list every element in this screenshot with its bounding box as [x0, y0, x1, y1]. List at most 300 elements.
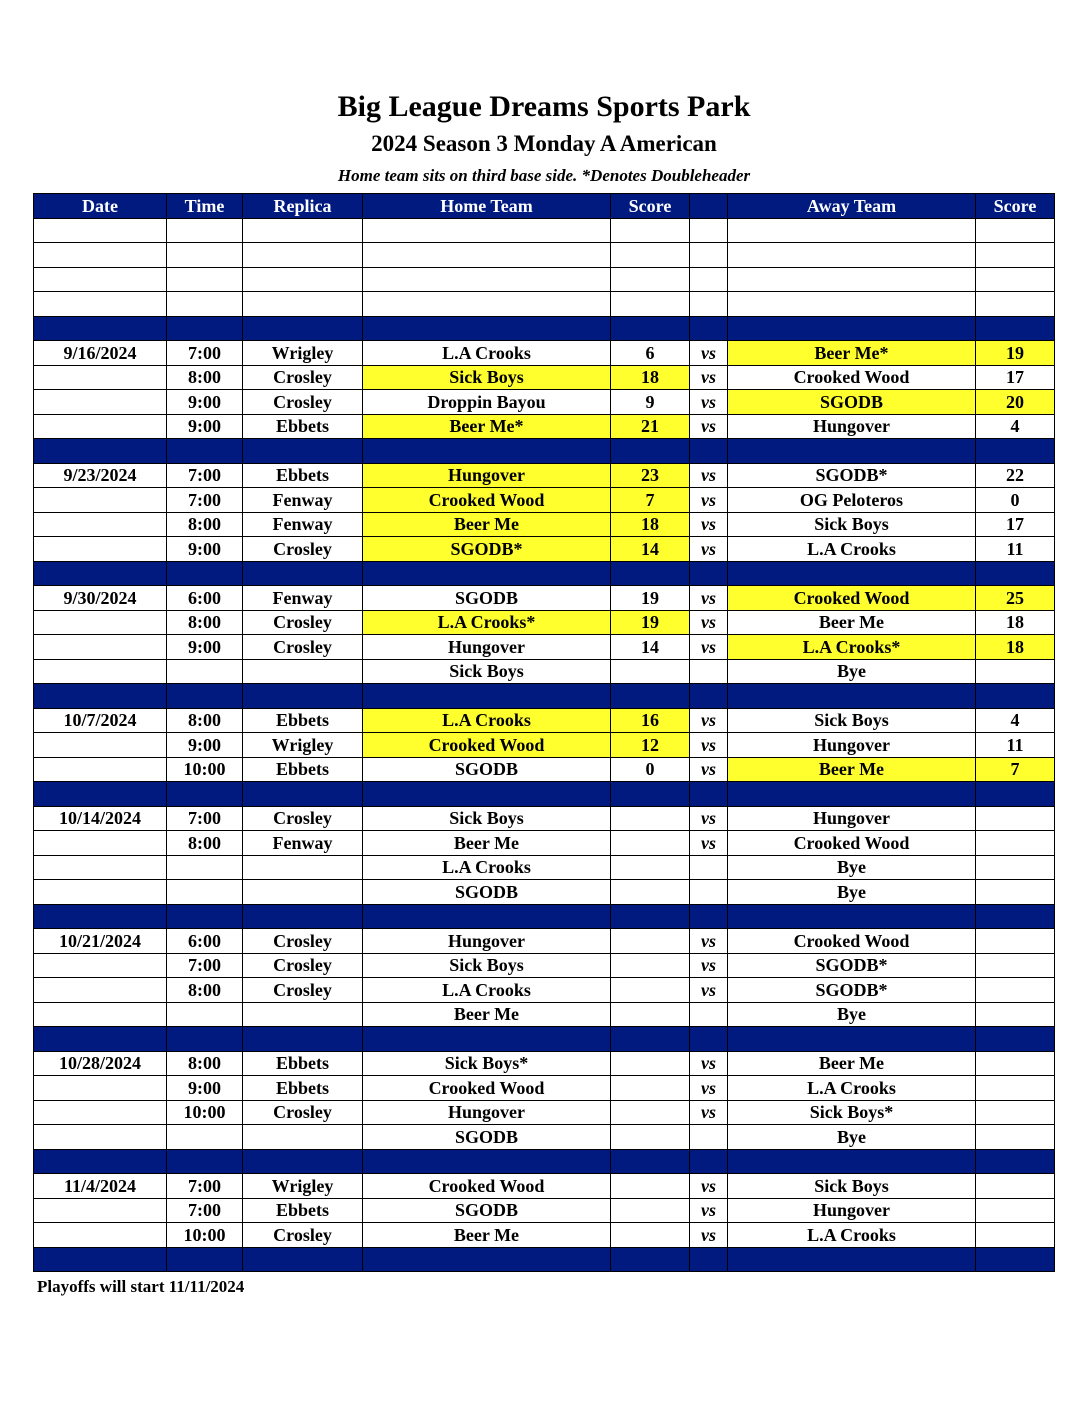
cell-away-score: [976, 684, 1055, 709]
cell-home-team: SGODB: [363, 586, 611, 611]
cell-away-score: [976, 659, 1055, 684]
cell-time: 9:00: [167, 390, 243, 415]
schedule-table: [33, 193, 1055, 1272]
cell-away-team: L.A Crooks: [728, 1076, 976, 1101]
cell-date: 9/23/2024: [34, 463, 167, 488]
cell-home-score: 19: [611, 586, 690, 611]
cell-home-team: Crooked Wood: [363, 488, 611, 513]
cell-replica: Crosley: [243, 610, 363, 635]
cell-away-score: [976, 316, 1055, 341]
cell-date: 11/4/2024: [34, 1174, 167, 1199]
cell-home-score: [611, 1198, 690, 1223]
cell-time: [167, 218, 243, 243]
cell-home-score: [611, 782, 690, 807]
cell-replica: [243, 1002, 363, 1027]
cell-away-team: Bye: [728, 855, 976, 880]
week-separator-row: [34, 316, 1055, 341]
cell-date: [34, 1100, 167, 1125]
cell-vs: [690, 1125, 728, 1150]
cell-home-score: 14: [611, 537, 690, 562]
cell-time: 9:00: [167, 537, 243, 562]
cell-away-score: [976, 1174, 1055, 1199]
cell-away-score: [976, 880, 1055, 905]
cell-home-score: 23: [611, 463, 690, 488]
cell-home-team: Sick Boys: [363, 365, 611, 390]
cell-vs: vs: [690, 537, 728, 562]
cell-away-score: 7: [976, 757, 1055, 782]
cell-home-team: L.A Crooks: [363, 855, 611, 880]
cell-home-team: Beer Me: [363, 1223, 611, 1248]
cell-time: 7:00: [167, 488, 243, 513]
cell-date: [34, 880, 167, 905]
cell-home-score: [611, 1100, 690, 1125]
cell-away-team: SGODB: [728, 390, 976, 415]
cell-vs: vs: [690, 635, 728, 660]
cell-away-team: Beer Me: [728, 757, 976, 782]
cell-replica: Crosley: [243, 1100, 363, 1125]
cell-replica: [243, 659, 363, 684]
cell-date: [34, 512, 167, 537]
game-row: [34, 512, 1055, 537]
cell-time: 10:00: [167, 1100, 243, 1125]
schedule-note: Home team sits on third base side. *Denotes Doubleheader: [337, 166, 751, 185]
game-row: [34, 757, 1055, 782]
game-row: [34, 414, 1055, 439]
cell-away-score: [976, 267, 1055, 292]
cell-vs: [690, 243, 728, 268]
cell-replica: Crosley: [243, 929, 363, 954]
cell-time: 6:00: [167, 929, 243, 954]
cell-home-score: [611, 243, 690, 268]
cell-time: 8:00: [167, 978, 243, 1003]
game-row: [34, 1076, 1055, 1101]
cell-replica: Wrigley: [243, 341, 363, 366]
cell-replica: [243, 1247, 363, 1272]
cell-replica: [243, 904, 363, 929]
cell-time: 7:00: [167, 463, 243, 488]
cell-away-team: [728, 1149, 976, 1174]
cell-away-score: [976, 243, 1055, 268]
cell-home-team: SGODB: [363, 880, 611, 905]
cell-home-score: [611, 953, 690, 978]
cell-home-score: [611, 659, 690, 684]
cell-time: [167, 267, 243, 292]
game-row: [34, 1002, 1055, 1027]
cell-date: 10/21/2024: [34, 929, 167, 954]
cell-vs: vs: [690, 1100, 728, 1125]
cell-vs: vs: [690, 733, 728, 758]
cell-replica: [243, 1027, 363, 1052]
cell-replica: Ebbets: [243, 708, 363, 733]
cell-replica: [243, 243, 363, 268]
cell-date: [34, 1027, 167, 1052]
cell-replica: Crosley: [243, 806, 363, 831]
cell-home-score: [611, 1076, 690, 1101]
cell-replica: Ebbets: [243, 1051, 363, 1076]
cell-vs: [690, 561, 728, 586]
cell-home-score: 7: [611, 488, 690, 513]
game-row: [34, 1125, 1055, 1150]
cell-away-team: Crooked Wood: [728, 831, 976, 856]
cell-away-score: [976, 782, 1055, 807]
cell-home-team: Crooked Wood: [363, 733, 611, 758]
cell-away-team: L.A Crooks*: [728, 635, 976, 660]
cell-replica: [243, 316, 363, 341]
cell-away-team: SGODB*: [728, 953, 976, 978]
cell-home-team: Sick Boys*: [363, 1051, 611, 1076]
cell-date: [34, 855, 167, 880]
cell-away-team: Beer Me*: [728, 341, 976, 366]
cell-away-team: Beer Me: [728, 1051, 976, 1076]
col-header-away-team: Away Team: [728, 194, 976, 219]
cell-home-score: [611, 684, 690, 709]
cell-away-team: [728, 904, 976, 929]
week-separator-row: [34, 782, 1055, 807]
game-row: [34, 831, 1055, 856]
cell-date: [34, 757, 167, 782]
cell-away-score: [976, 953, 1055, 978]
cell-away-team: Bye: [728, 659, 976, 684]
game-row: [34, 1223, 1055, 1248]
cell-time: 7:00: [167, 1198, 243, 1223]
cell-time: [167, 292, 243, 317]
cell-away-team: Hungover: [728, 1198, 976, 1223]
col-header-time: Time: [167, 194, 243, 219]
cell-time: 9:00: [167, 635, 243, 660]
cell-vs: [690, 1149, 728, 1174]
cell-home-score: [611, 1149, 690, 1174]
cell-date: 9/30/2024: [34, 586, 167, 611]
col-header-home-team: Home Team: [363, 194, 611, 219]
cell-away-team: Beer Me: [728, 610, 976, 635]
cell-away-score: [976, 855, 1055, 880]
cell-time: [167, 782, 243, 807]
cell-away-team: OG Peloteros: [728, 488, 976, 513]
cell-vs: vs: [690, 929, 728, 954]
cell-vs: [690, 684, 728, 709]
game-row: [34, 635, 1055, 660]
cell-date: [34, 1198, 167, 1223]
cell-home-score: 9: [611, 390, 690, 415]
cell-time: [167, 561, 243, 586]
cell-time: 8:00: [167, 610, 243, 635]
cell-away-team: Bye: [728, 1002, 976, 1027]
cell-home-team: SGODB: [363, 1125, 611, 1150]
cell-away-team: Bye: [728, 880, 976, 905]
cell-away-score: [976, 439, 1055, 464]
game-row: [34, 586, 1055, 611]
cell-home-score: [611, 439, 690, 464]
cell-replica: [243, 218, 363, 243]
game-row: [34, 929, 1055, 954]
blank-row: [34, 267, 1055, 292]
cell-date: [34, 978, 167, 1003]
cell-replica: Fenway: [243, 512, 363, 537]
game-row: [34, 610, 1055, 635]
cell-home-score: 19: [611, 610, 690, 635]
cell-date: [34, 1223, 167, 1248]
cell-date: 10/14/2024: [34, 806, 167, 831]
cell-date: [34, 733, 167, 758]
cell-date: [34, 218, 167, 243]
cell-away-score: [976, 292, 1055, 317]
cell-away-score: [976, 1002, 1055, 1027]
cell-vs: vs: [690, 512, 728, 537]
cell-home-score: [611, 218, 690, 243]
cell-date: 10/7/2024: [34, 708, 167, 733]
cell-vs: vs: [690, 586, 728, 611]
cell-away-team: SGODB*: [728, 463, 976, 488]
cell-home-score: [611, 978, 690, 1003]
cell-home-team: Beer Me: [363, 512, 611, 537]
cell-time: [167, 243, 243, 268]
cell-away-team: Sick Boys: [728, 708, 976, 733]
game-row: [34, 341, 1055, 366]
cell-away-score: 11: [976, 733, 1055, 758]
cell-home-score: [611, 316, 690, 341]
cell-vs: vs: [690, 978, 728, 1003]
cell-vs: vs: [690, 953, 728, 978]
cell-replica: Crosley: [243, 390, 363, 415]
cell-vs: [690, 855, 728, 880]
cell-date: [34, 610, 167, 635]
cell-home-team: Hungover: [363, 463, 611, 488]
cell-time: 8:00: [167, 512, 243, 537]
cell-away-team: L.A Crooks: [728, 537, 976, 562]
cell-time: 9:00: [167, 1076, 243, 1101]
cell-away-score: 18: [976, 610, 1055, 635]
cell-date: [34, 659, 167, 684]
game-row: [34, 1198, 1055, 1223]
cell-vs: [690, 1247, 728, 1272]
cell-away-team: Sick Boys*: [728, 1100, 976, 1125]
cell-away-team: [728, 561, 976, 586]
cell-time: [167, 1149, 243, 1174]
cell-home-score: [611, 831, 690, 856]
cell-home-team: [363, 684, 611, 709]
cell-home-score: [611, 1247, 690, 1272]
game-row: [34, 855, 1055, 880]
cell-home-team: [363, 782, 611, 807]
cell-date: [34, 1076, 167, 1101]
cell-away-score: 17: [976, 512, 1055, 537]
col-header-vs: [690, 194, 728, 219]
cell-replica: Ebbets: [243, 1076, 363, 1101]
col-header-replica: Replica: [243, 194, 363, 219]
game-row: [34, 537, 1055, 562]
cell-time: [167, 855, 243, 880]
cell-date: [34, 488, 167, 513]
cell-vs: vs: [690, 757, 728, 782]
cell-time: 9:00: [167, 414, 243, 439]
cell-vs: [690, 782, 728, 807]
cell-date: [34, 1149, 167, 1174]
cell-away-score: 25: [976, 586, 1055, 611]
cell-away-team: Sick Boys: [728, 1174, 976, 1199]
cell-vs: [690, 267, 728, 292]
cell-away-score: [976, 1223, 1055, 1248]
cell-away-score: 22: [976, 463, 1055, 488]
cell-away-team: [728, 218, 976, 243]
cell-home-score: [611, 1051, 690, 1076]
cell-vs: vs: [690, 1076, 728, 1101]
game-row: [34, 1174, 1055, 1199]
cell-date: [34, 267, 167, 292]
cell-home-team: Hungover: [363, 1100, 611, 1125]
cell-time: 8:00: [167, 365, 243, 390]
cell-vs: vs: [690, 390, 728, 415]
cell-home-team: SGODB: [363, 1198, 611, 1223]
game-row: [34, 880, 1055, 905]
cell-away-team: L.A Crooks: [728, 1223, 976, 1248]
cell-date: [34, 537, 167, 562]
cell-date: [34, 439, 167, 464]
cell-away-score: [976, 904, 1055, 929]
cell-away-score: 0: [976, 488, 1055, 513]
cell-replica: [243, 1125, 363, 1150]
cell-time: [167, 1027, 243, 1052]
cell-replica: Crosley: [243, 1223, 363, 1248]
cell-home-score: 6: [611, 341, 690, 366]
cell-date: [34, 1247, 167, 1272]
cell-away-score: [976, 1149, 1055, 1174]
game-row: [34, 978, 1055, 1003]
cell-time: 10:00: [167, 1223, 243, 1248]
cell-time: [167, 1247, 243, 1272]
cell-replica: [243, 782, 363, 807]
week-separator-row: [34, 439, 1055, 464]
cell-replica: Crosley: [243, 365, 363, 390]
cell-away-score: 18: [976, 635, 1055, 660]
cell-time: [167, 659, 243, 684]
cell-replica: Crosley: [243, 953, 363, 978]
cell-date: [34, 292, 167, 317]
cell-home-score: [611, 292, 690, 317]
cell-home-team: [363, 218, 611, 243]
cell-time: 6:00: [167, 586, 243, 611]
cell-away-team: [728, 316, 976, 341]
cell-home-score: 16: [611, 708, 690, 733]
cell-time: [167, 439, 243, 464]
cell-replica: Wrigley: [243, 1174, 363, 1199]
cell-time: 10:00: [167, 757, 243, 782]
cell-vs: [690, 316, 728, 341]
cell-home-team: [363, 267, 611, 292]
cell-date: [34, 365, 167, 390]
cell-date: 9/16/2024: [34, 341, 167, 366]
game-row: [34, 390, 1055, 415]
week-separator-row: [34, 561, 1055, 586]
cell-date: [34, 243, 167, 268]
cell-vs: [690, 904, 728, 929]
game-row: [34, 659, 1055, 684]
cell-date: [34, 561, 167, 586]
cell-time: 7:00: [167, 1174, 243, 1199]
cell-replica: Crosley: [243, 537, 363, 562]
cell-home-team: Sick Boys: [363, 953, 611, 978]
cell-away-team: Crooked Wood: [728, 586, 976, 611]
week-separator-row: [34, 684, 1055, 709]
cell-away-score: [976, 218, 1055, 243]
cell-time: 7:00: [167, 341, 243, 366]
cell-date: [34, 684, 167, 709]
cell-home-team: SGODB*: [363, 537, 611, 562]
cell-away-team: SGODB*: [728, 978, 976, 1003]
game-row: [34, 806, 1055, 831]
cell-replica: [243, 880, 363, 905]
cell-vs: [690, 880, 728, 905]
cell-vs: vs: [690, 1223, 728, 1248]
cell-date: [34, 782, 167, 807]
cell-home-team: Beer Me: [363, 831, 611, 856]
cell-vs: vs: [690, 488, 728, 513]
cell-home-team: L.A Crooks: [363, 341, 611, 366]
blank-row: [34, 292, 1055, 317]
cell-home-team: SGODB: [363, 757, 611, 782]
cell-home-team: [363, 292, 611, 317]
col-header-date: Date: [34, 194, 167, 219]
cell-date: [34, 414, 167, 439]
cell-home-team: L.A Crooks*: [363, 610, 611, 635]
cell-home-score: [611, 561, 690, 586]
cell-vs: [690, 1002, 728, 1027]
cell-away-score: [976, 561, 1055, 586]
cell-vs: vs: [690, 610, 728, 635]
cell-date: [34, 1125, 167, 1150]
cell-away-team: Sick Boys: [728, 512, 976, 537]
cell-vs: vs: [690, 1174, 728, 1199]
cell-home-score: [611, 1027, 690, 1052]
cell-home-team: [363, 439, 611, 464]
cell-replica: Fenway: [243, 488, 363, 513]
cell-date: [34, 904, 167, 929]
cell-home-team: [363, 316, 611, 341]
cell-replica: [243, 855, 363, 880]
playoffs-note: Playoffs will start 11/11/2024: [37, 1277, 245, 1296]
cell-away-score: [976, 806, 1055, 831]
cell-away-score: 4: [976, 708, 1055, 733]
cell-home-score: [611, 267, 690, 292]
cell-date: [34, 390, 167, 415]
cell-home-score: [611, 1174, 690, 1199]
cell-away-team: [728, 292, 976, 317]
cell-home-team: Droppin Bayou: [363, 390, 611, 415]
cell-vs: vs: [690, 831, 728, 856]
cell-replica: [243, 684, 363, 709]
header-row: [34, 194, 1055, 219]
cell-away-score: 4: [976, 414, 1055, 439]
cell-away-score: [976, 978, 1055, 1003]
cell-date: [34, 316, 167, 341]
cell-time: 8:00: [167, 1051, 243, 1076]
cell-vs: vs: [690, 463, 728, 488]
game-row: [34, 953, 1055, 978]
cell-replica: [243, 292, 363, 317]
cell-vs: [690, 218, 728, 243]
cell-vs: vs: [690, 708, 728, 733]
cell-vs: [690, 439, 728, 464]
cell-replica: Fenway: [243, 831, 363, 856]
week-separator-row: [34, 904, 1055, 929]
cell-home-team: Sick Boys: [363, 806, 611, 831]
cell-vs: vs: [690, 806, 728, 831]
cell-replica: [243, 561, 363, 586]
cell-date: [34, 831, 167, 856]
cell-away-score: [976, 1027, 1055, 1052]
game-row: [34, 1051, 1055, 1076]
cell-away-score: [976, 1076, 1055, 1101]
cell-replica: Fenway: [243, 586, 363, 611]
